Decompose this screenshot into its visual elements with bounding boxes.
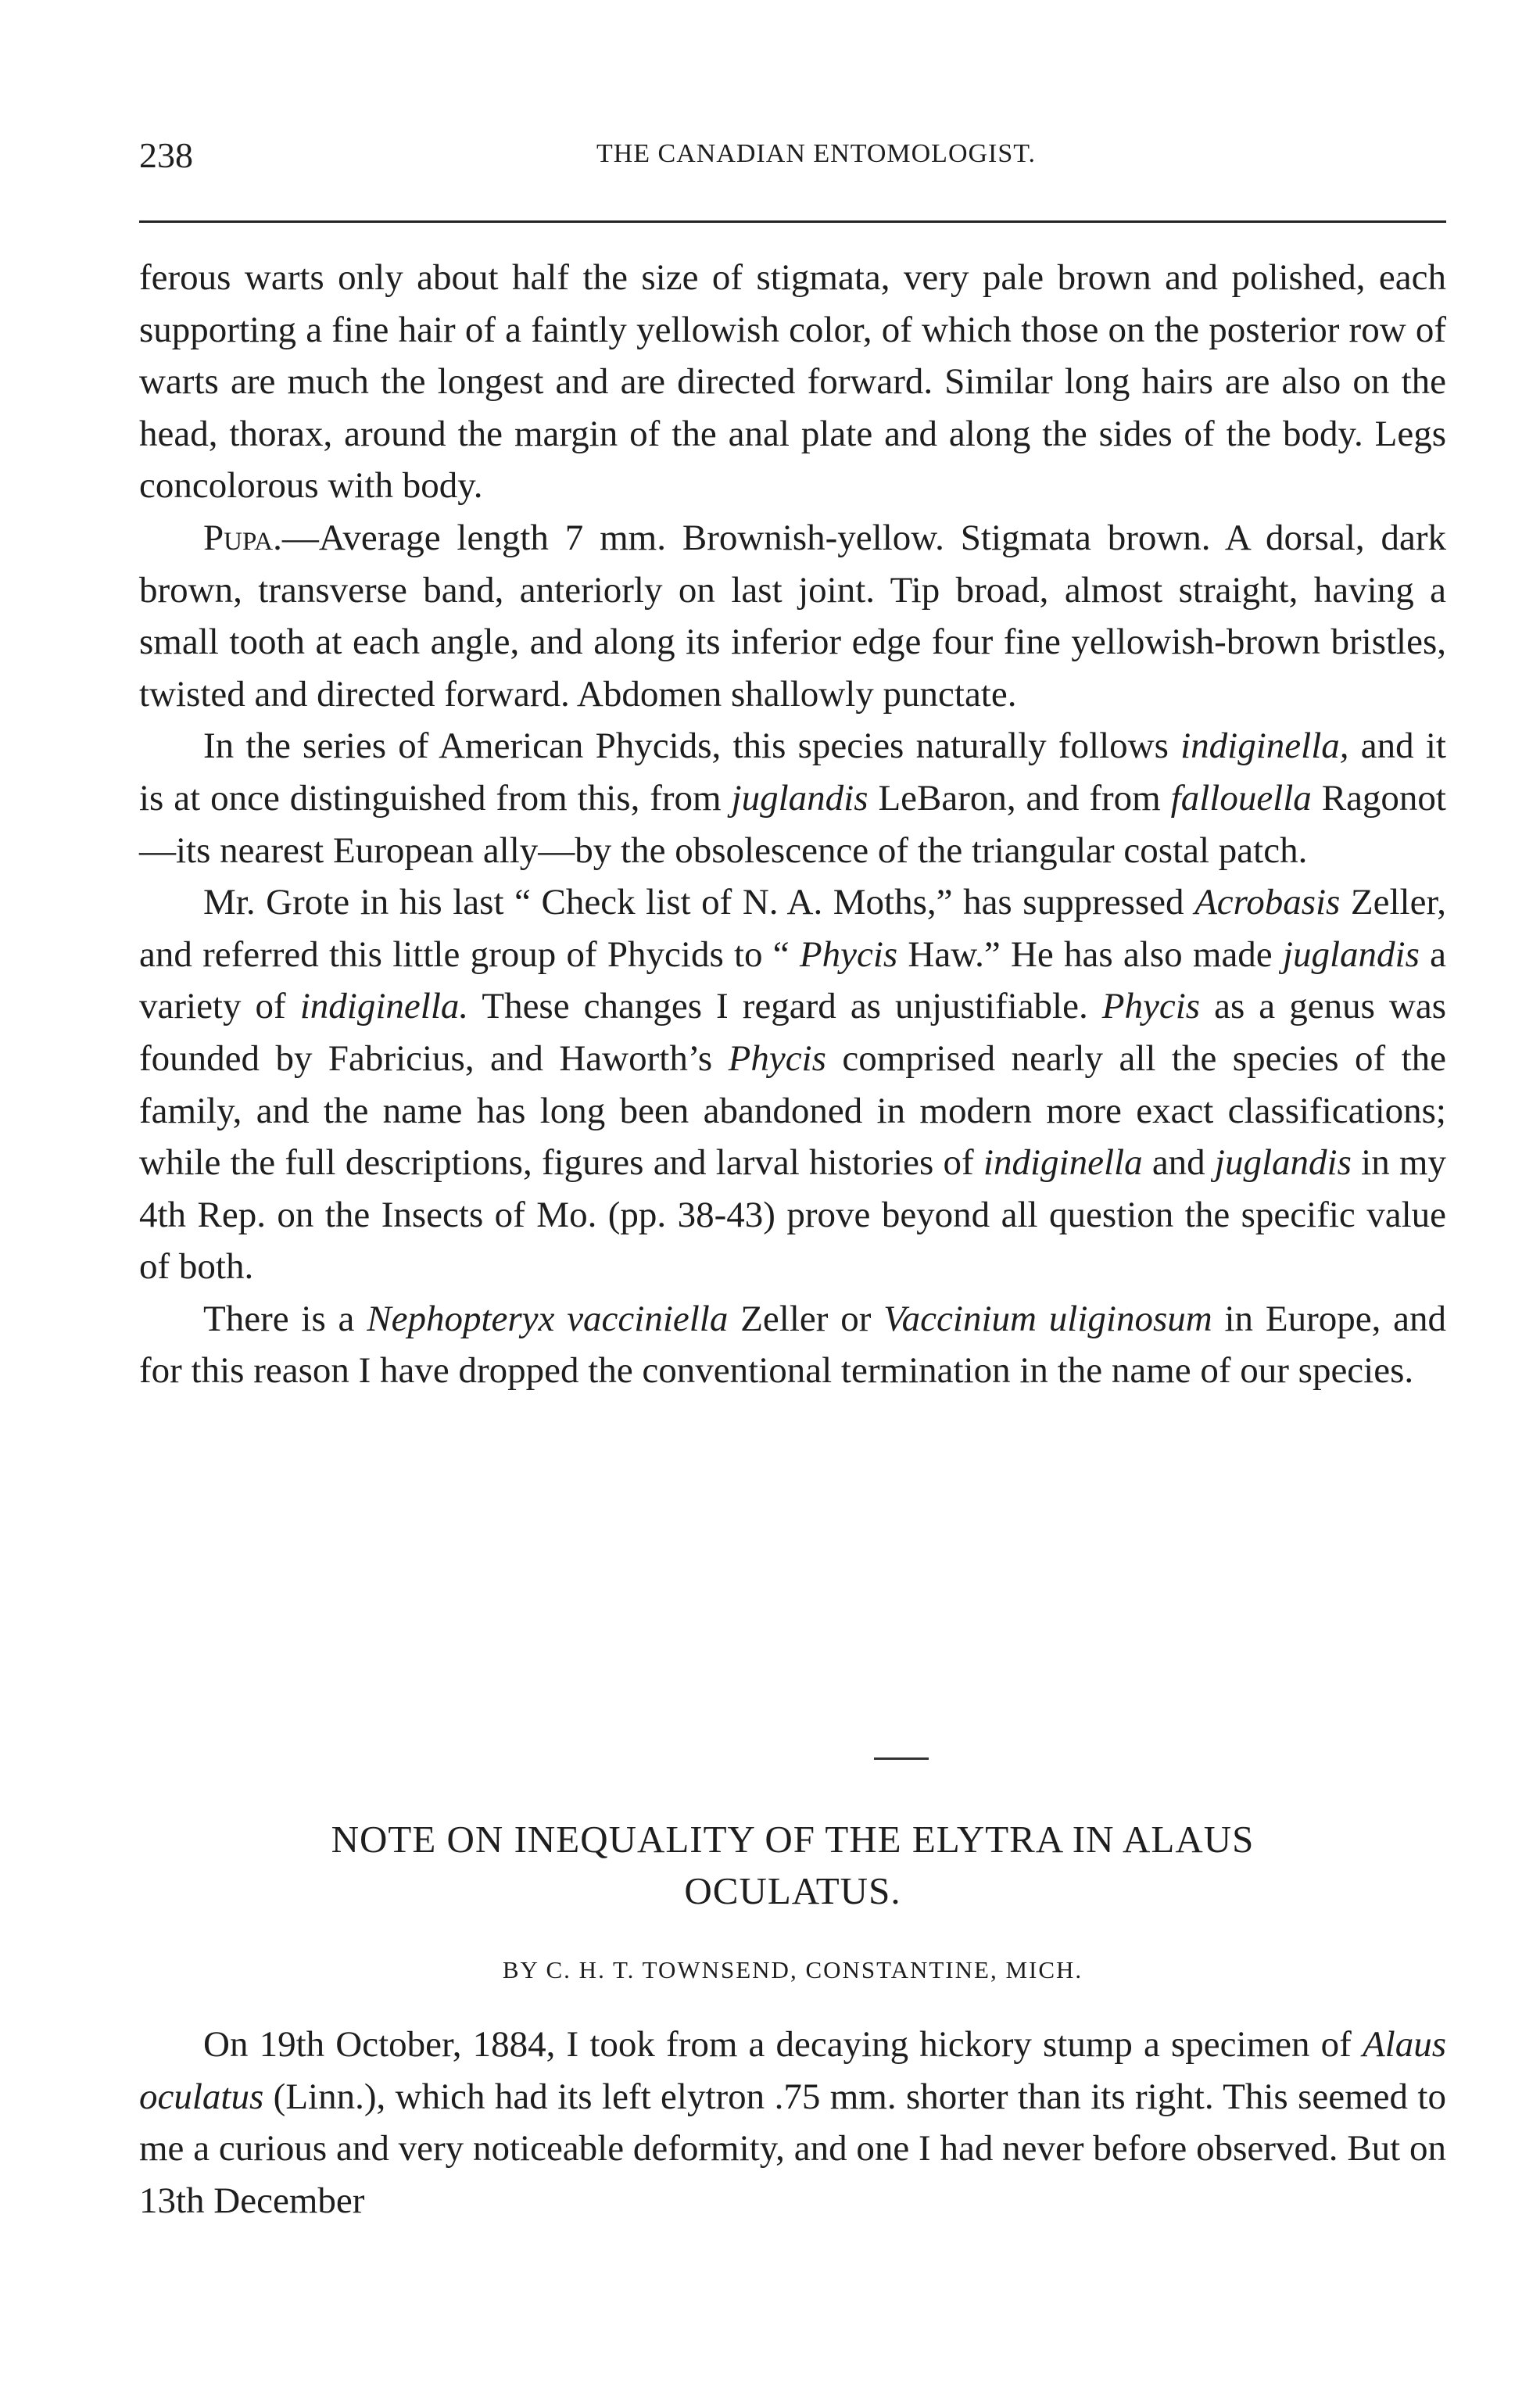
text-run: These changes I regard as unjustifiable. — [468, 986, 1102, 1027]
species-name: juglandis — [731, 777, 868, 819]
genus-name: Phycis — [728, 1037, 826, 1079]
text-run: (Linn.), which had its left elytron .75 mm. shorter than its right. This seemed to me a curious and very noticeable deformity, and one I had never before observed. But on 13th December — [139, 2076, 1446, 2221]
species-name: indiginella, — [1180, 726, 1349, 767]
paragraph-text: —Average length 7 mm. Brownish-yellow. Stigmata brown. A dorsal, dark brown, transverse band, anteriorly on last joint. Tip broad, almost straight, having a small tooth at each angle, and along its inferior edge four fine yellowish-brown bristles, twisted and directed forward. Abdomen shallowly punctate. — [139, 517, 1446, 715]
text-run: a variety of — [139, 933, 1446, 1027]
paragraph-pupa — [139, 512, 1446, 720]
page-number: 238 — [139, 135, 193, 175]
text-run: comprised nearly all the species of the family, and the name has long been abandoned in modern more exact classifications; while the full descriptions, figures and larval histories of — [139, 1037, 1446, 1184]
paragraph-text: ferous warts only about half the size of stigmata, very pale brown and polished, each supporting a fine hair of a faintly yellowish color, of which those on the posterior row of warts are much the longest and are directed forward. Similar long hairs are also on the head, thorax, around the margin of the anal plate and along the sides of the body. Legs concolorous with body. — [139, 257, 1446, 507]
text-run: in Europe, and for this reason I have dropped the conventional termination in the name of our species. — [139, 1298, 1446, 1392]
paragraph-larva-description — [139, 252, 1446, 512]
genus-name: Phycis — [1101, 986, 1201, 1027]
article-body — [139, 2019, 1446, 2227]
text-run: Mr. Grote in his last “ Check list of N. A. Moths,” has suppressed — [203, 882, 1195, 923]
running-title: THE CANADIAN ENTOMOLOGIST. — [596, 139, 1037, 168]
section-divider — [874, 1757, 929, 1760]
article-title-line: NOTE ON INEQUALITY OF THE ELYTRA IN ALAUS — [331, 1818, 1255, 1861]
text-run: as a genus was founded by Fabricius, and Haworth’s — [139, 986, 1447, 1079]
article-title-line: OCULATUS. — [684, 1869, 901, 1912]
paragraph-alaus-observation — [139, 2019, 1446, 2227]
paragraph-grote-checklist — [139, 876, 1446, 1293]
text-run: On 19th October, 1884, I took from a decaying hickory stump a specimen of — [203, 2024, 1363, 2065]
species-name: indiginella — [983, 1142, 1143, 1184]
text-run: In the series of American Phycids, this species naturally follows — [203, 726, 1181, 767]
genus-name: Phycis — [799, 933, 898, 975]
text-run: and it is at once distinguished from this, from — [139, 726, 1446, 819]
header-rule — [139, 220, 1446, 223]
text-run: LeBaron, and from — [868, 777, 1171, 819]
paragraph-nephopteryx — [139, 1293, 1446, 1397]
species-name: Vaccinium uliginosum — [883, 1298, 1212, 1339]
text-run: Haw.” He has also made — [897, 933, 1283, 975]
species-name: Nephopteryx vacciniella — [367, 1298, 729, 1339]
species-name: indiginella. — [299, 986, 469, 1027]
genus-name: Acrobasis — [1194, 882, 1341, 923]
text-run: in my 4th Rep. on the Insects of Mo. (pp. 38-43) prove beyond all question the specific value of both. — [139, 1142, 1446, 1288]
continuation-text — [139, 252, 1446, 1397]
article-title — [139, 1814, 1446, 1917]
paragraph-phycids-series — [139, 720, 1446, 876]
species-name: fallouella — [1170, 777, 1312, 819]
species-name: juglandis — [1214, 1142, 1352, 1184]
text-run: and — [1142, 1142, 1215, 1184]
page-header — [139, 134, 1446, 181]
text-run: Zeller, and referred this little group of Phycids to “ — [139, 882, 1446, 975]
article-byline: BY C. H. T. TOWNSEND, CONSTANTINE, MICH. — [502, 1956, 1083, 1983]
text-run: Zeller or — [728, 1298, 884, 1339]
species-name: juglandis — [1282, 933, 1420, 975]
text-run: There is a — [203, 1298, 367, 1339]
pupa-label: Pupa. — [203, 517, 282, 558]
species-name: Alaus oculatus — [139, 2024, 1446, 2117]
text-run: Ragonot—its nearest European ally—by the obsolescence of the triangular costal patch. — [139, 777, 1446, 871]
